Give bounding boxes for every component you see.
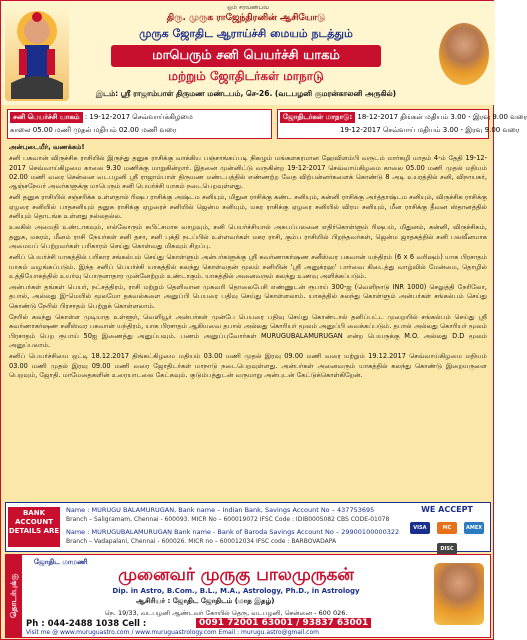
paragraph-4: சனிப் பெயர்ச்சி யாகத்தில் பரிகார சங்கல்பம் செய்து கொள்ளும் அன்பர்களுக்கு ஸ்ரீ சுவர்ணாகர்ஷண சனீஸ்வர பகவான் யந்திரம் (6 x 6 வரிஷம்) யாக பிரசாதம் யாகம் வழங்கப்படும். இந்த சனிப் பெயர்ச்சி யாகத்தில் கலந்து கொள்வதன் மூலம் சனியின் 'ஸ்ரீ அனுக்ரஹ' பார்வை கிடைத்து வாழ்வில் மேன்மை, தொழில் உத்தியோகத்தில் உயர்வு பொருளாதார முன்னேற்றம் உண்டாகும். யாகத்தில் அனைவரும் கலந்து உணவு அளிக்கப்படும். — [9, 253, 487, 280]
yagam-time: காலை 05.00 மணி முதல் மதியம் 02.00 மணி வரை — [10, 126, 177, 134]
bank-label: BANK ACCOUNT DETAILS ARE — [8, 507, 60, 547]
yagam-date: : 19-12-2017 செவ்வாய்க்கிழமை — [84, 113, 193, 121]
address: நெ. 19/33, வடபழனி ஆண்டவர் கோயில் தெரு, வடபழனி, சென்னை - 600 026. — [104, 609, 348, 617]
header — [1, 1, 495, 105]
paragraph-2: சனி தனுசு ராசியில் சஞ்சரிக்க உள்ளதால் ரிஷப ராசிக்கு அஷ்டம சனியும், மிதுன ராசிக்கு கண்ட சனியும், கன்னி ராசிக்கு அர்த்தாஷ்டம சனியும், விருச்சிக ராசிக்கு ஏழரை சனியில் பாதசனியும் தனுசு ராசிக்கு ஏழரைச் சனியில் ஜென்ம சனியும், மகர ராசிக்கு ஏழரை சனியில் விரய சனியும், மீன ராசிக்கு தீவன ஸ்தானத்தில் சனியும் தொடங்க உள்ளது நல்லதல்ல. — [9, 193, 487, 221]
venue-line: இடம்: ஸ்ரீ ராஜாம்பாள் திருமண மண்டபம், செ-26. (வடபழனி குமரன்காலனி அருகில்) — [95, 89, 397, 98]
account-2: Name : MURUGUBALAMURUGAN Bank name - Bank of Baroda Savings Account No – 29900100000322 — [66, 528, 400, 536]
event-banner: மாபெரும் சனி பெயர்ச்சி யாகம் — [111, 45, 381, 67]
account-2-branch: Branch – Vadapalani, Chennai - 600026. MICR no – 600012034 IFSC code : BARBOVADAPA — [66, 538, 337, 545]
yagam-tag: சனி பெயர்ச்சி யாகம் — [10, 112, 83, 123]
conference-tag: ஜோதிடர்கள் மாநாடு: — [280, 112, 355, 123]
mobile-numbers: 0091 72001 63001 / 93837 63001 — [196, 618, 371, 628]
astrologer-degrees: Dip. in Astro, B.Com., B.L., M.A., Astrology, Ph.D., in Astrology — [112, 587, 360, 595]
contact-footer — [5, 554, 491, 638]
deity-image — [5, 5, 69, 101]
conference-day1: 18-12-2017 திங்கள் மதியம் 3.00 - இரவு 9.00 வரை — [357, 113, 527, 121]
greeting: அன்புடையீர், வணக்கம்! — [9, 143, 85, 151]
account-1: Name : MURUGU BALAMURUGAN, Bank name – Indian Bank, Savings Account No – 437753695 — [66, 506, 375, 514]
we-accept-title: WE ACCEPT — [421, 505, 473, 514]
website-email[interactable]: Visit me @ www.muruguastro.com / www.muruguastrology.com Email : murugu.astro@gmail.com — [26, 629, 319, 636]
conference-line: மற்றும் ஜோதிடர்கள் மாநாடு — [168, 69, 324, 83]
conference-schedule — [277, 109, 527, 139]
astrologer-title: ஜோதிட மாமணி — [34, 558, 88, 566]
discover-card-icon: DISC — [437, 543, 457, 555]
yagam-schedule — [7, 109, 272, 139]
conference-day2: 19-12-2017 செவ்வாய் மதியம் 3.00 - இரவு 9.00 வரை — [340, 126, 520, 134]
visa-card-icon: VISA — [410, 522, 430, 534]
amex-card-icon: AMEX — [464, 522, 484, 534]
account-1-branch: Branch – Saligramam, Chennai - 600093. MICR No – 600019072 IFSC Code : IDIB000S082 CBS CODE-01078 — [66, 516, 390, 523]
magazine-editor: ஆசிரியர் : ஜோதிட ஜோதிடம் (மாத இதழ்) — [136, 597, 275, 605]
astrologer-portrait — [439, 23, 489, 85]
letter-body — [9, 143, 487, 499]
paragraph-7: சனிப் பெயர்ச்சியை ஒட்டி 18.12.2017 திங்கட்கிழமை மதியம் 03.00 மணி முதல் இரவு 09.00 மணி வரை மற்றும் 19.12.2017 செவ்வாய்கிழமை மதியம் 03.00 மணி முதல் இரவு 09.00 மணி வரை ஜோதிடர்கள் மாநாடு நடைபெறவுள்ளது. அன்பர்கள் அனைவரும் யாகத்தில் கலந்து கொண்டு இறையருளை பெறவும், ஜோதி. மாமேதைகளின் உரையாடலை கேட்கவும். குடும்பத்துடன் வருமாறு அன்புடன் கேட்டுக்கொள்கிறேன். — [9, 352, 487, 379]
om-text: ஓம் சரவணபவ — [227, 4, 269, 11]
organizer-line: முருக ஜோதிட ஆராய்ச்சி மையம் நடத்தும் — [139, 27, 353, 40]
paragraph-5: அன்பர்கள் தங்கள் பெயர், நட்சத்திரம், ராசி மற்றும் தெளிவான முகவரி தொலைபேசி எண்ணுடன் ரூபாய் 300-ஐ (வெளிநாடு INR 1000) செலுத்தி நேரிலோ, தபால், அல்லது இ-மெயில் மூலமோ தகவல்களை அனுப்பி பெயரை பதிவு செய்து கொள்ளலாம். யாகத்தில் கலந்து கொள்ளும் அன்பர்கள் சங்கல்பம் செய்து கொண்டு நேரில் பிரசாதம் பெற்றுக் கொள்ளலாம். — [9, 283, 487, 310]
paragraph-1: சனி பகவான் விருச்சிக ராசியில் இருந்து தனுசு ராசிக்கு வாக்கிய பஞ்சாங்கப்படி நிகழும் மங்களகரமான ஹேவிளம்பி வருடம் மார்கழி மாதம் 4-ம் தேதி 19-12-2017 செவ்வாய்கிழமை காலை 9.30 மணிக்கு மாறுகின்றார். இதனை முன்னிட்டு வருகின்ற 19-12-2017 செவ்வாய்கிழமை காலை 05.00 மணி முதல் மதியம் 02.00 மணி வரை சென்னை வடபழனி ஸ்ரீ ராஜாம்பாள் திருமண மண்டபத்தில் எண்ணற்ற வேத விற்பன்னர்களைக் கொண்டு 8 அடி உயரத்தில் சனி, விநாயகர், ஆஞ்சநேயர் அவர்களுக்கு மாபெரும் சனி பெயர்ச்சி யாகம் நடைபெறவுள்ளது. — [9, 154, 487, 191]
astrologer-name: முனைவர் முருகு பாலமுருகன் — [118, 565, 354, 585]
contact-tab: தொடர்புக்கு — [6, 555, 22, 637]
bank-details — [5, 502, 491, 552]
mastercard-icon: MC — [437, 522, 457, 534]
blessing-line: திரு. முருக ராஜேந்திரனின் ஆசியோடு — [166, 13, 326, 23]
payment-methods — [408, 505, 486, 552]
paragraph-3: உலகில் அமைதி உண்டாகவும், எல்லோரும் சுபிட்சமாக வாழவும், சனி பெயர்ச்சியால் அசுபப்பலனை எதிர்கொள்ளும் ரிஷபம், மிதுனம், கன்னி, விருச்சிகம், தனுசு, மகரம், மீனம் ராசி நேயர்கள் சனி தசா, சனி புக்தி நடப்பில் உள்ளவர்கள் மகர ராசி, கும்ப ராசியில் பிறந்தவர்கள், ஜென்ம ஜாதகத்தில் சனி பலவீனமாக அமையப் பெற்றவர்கள் பரிகாரம் செய்து கொள்வது மிகவும் சிறப்பு. — [9, 223, 487, 250]
schedule-box — [7, 109, 527, 139]
phone-number: Ph : 044-2488 1038 Cell : — [26, 619, 147, 629]
footer-portrait — [434, 563, 484, 625]
paragraph-6: நேரில் கலந்து கொள்ள முடியாத உள்ளூர், வெளியூர் அன்பர்கள் முன்பே பெயரை பதிவு செய்து கொண்டால் தனிப்பட்ட முறையில் சங்கல்பம் செய்து ஸ்ரீ சுவர்ணாகர்ஷண சனீஸ்வர பகவான் யந்திரம், யாக பிரசாதம் ஆகியவை தபால் அல்லது கொரியர் மூலம் அனுப்பி வைக்கப்படும். தபால் அல்லது கொரியர் மூலம் பிரசாதம் பெற ரூபாய் 50ஐ இணைத்து அனுப்பவும். பணம் அனுப்புவோர்கள் MURUGUBALAMURUGAN என்ற பெயருக்கு M.O. அல்லது D.D மூலம் அனுப்பலாம். — [9, 313, 487, 349]
